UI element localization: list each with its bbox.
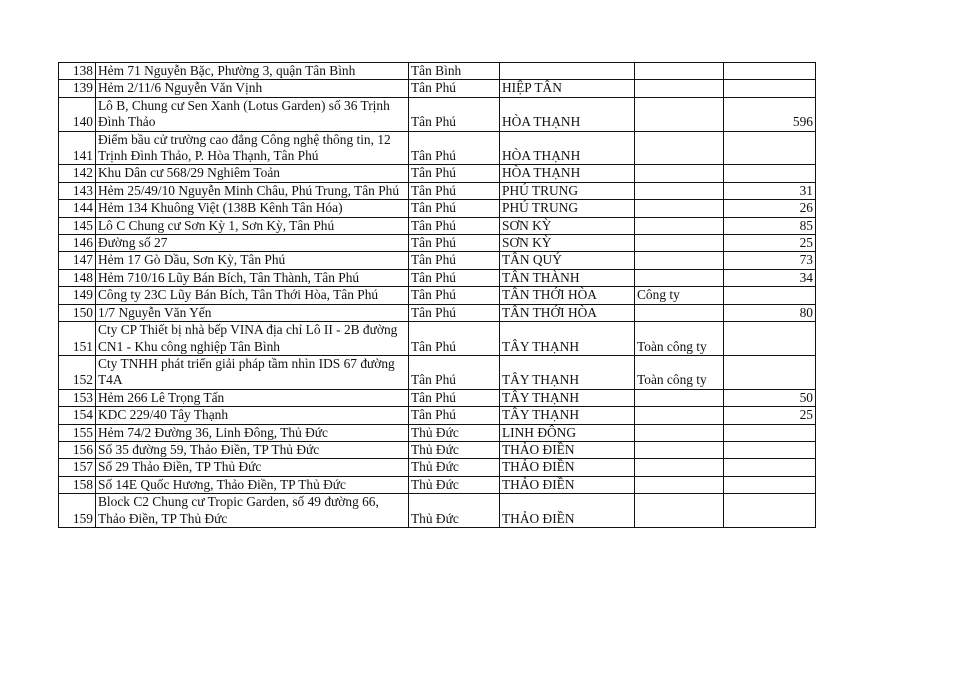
count-cell: 34 — [724, 269, 816, 286]
row-number: 142 — [59, 165, 96, 182]
table-row — [59, 63, 816, 80]
ward-cell: PHÚ TRUNG — [500, 200, 635, 217]
count-cell: 596 — [724, 97, 816, 131]
district-cell: Tân Phú — [409, 200, 500, 217]
ward-cell: TÂN THỚI HÒA — [500, 287, 635, 304]
ward-cell: PHÚ TRUNG — [500, 182, 635, 199]
count-cell — [724, 63, 816, 80]
address-cell: Hẻm 71 Nguyễn Bặc, Phường 3, quận Tân Bình — [96, 63, 409, 80]
note-cell — [635, 97, 724, 131]
note-cell — [635, 424, 724, 441]
address-cell: Công ty 23C Lũy Bán Bích, Tân Thới Hòa, Tân Phú — [96, 287, 409, 304]
note-cell — [635, 441, 724, 458]
count-cell — [724, 322, 816, 356]
address-cell: Hẻm 710/16 Lũy Bán Bích, Tân Thành, Tân Phú — [96, 269, 409, 286]
district-cell: Tân Phú — [409, 389, 500, 406]
row-number: 157 — [59, 459, 96, 476]
ward-cell: LINH ĐÔNG — [500, 424, 635, 441]
row-number: 155 — [59, 424, 96, 441]
district-cell: Thủ Đức — [409, 424, 500, 441]
row-number: 138 — [59, 63, 96, 80]
district-cell: Tân Phú — [409, 269, 500, 286]
ward-cell: TÂY THẠNH — [500, 407, 635, 424]
table-row — [59, 407, 816, 424]
count-cell: 85 — [724, 217, 816, 234]
ward-cell: HIỆP TÂN — [500, 80, 635, 97]
table-row — [59, 287, 816, 304]
district-cell: Thủ Đức — [409, 459, 500, 476]
district-cell: Tân Phú — [409, 182, 500, 199]
note-cell — [635, 494, 724, 528]
note-cell — [635, 80, 724, 97]
ward-cell: SƠN KỲ — [500, 235, 635, 252]
row-number: 158 — [59, 476, 96, 493]
district-cell: Tân Phú — [409, 80, 500, 97]
ward-cell: TÂY THẠNH — [500, 322, 635, 356]
ward-cell: TÂN THÀNH — [500, 269, 635, 286]
count-cell — [724, 441, 816, 458]
row-number: 159 — [59, 494, 96, 528]
table-row — [59, 165, 816, 182]
note-cell: Công ty — [635, 287, 724, 304]
district-cell: Thủ Đức — [409, 494, 500, 528]
ward-cell: TÂN THỚI HÒA — [500, 304, 635, 321]
table-row — [59, 424, 816, 441]
row-number: 148 — [59, 269, 96, 286]
note-cell — [635, 389, 724, 406]
count-cell — [724, 165, 816, 182]
ward-cell: TÂN QUÝ — [500, 252, 635, 269]
district-cell: Tân Phú — [409, 287, 500, 304]
address-cell: KDC 229/40 Tây Thạnh — [96, 407, 409, 424]
address-cell: Số 14E Quốc Hương, Thảo Điền, TP Thủ Đức — [96, 476, 409, 493]
row-number: 154 — [59, 407, 96, 424]
address-cell: Hẻm 17 Gò Dầu, Sơn Kỳ, Tân Phú — [96, 252, 409, 269]
district-cell: Tân Bình — [409, 63, 500, 80]
table-row — [59, 459, 816, 476]
row-number: 145 — [59, 217, 96, 234]
address-cell: Khu Dân cư 568/29 Nghiêm Toản — [96, 165, 409, 182]
table-row — [59, 494, 816, 528]
count-cell — [724, 131, 816, 165]
address-cell: Số 35 đường 59, Thảo Điền, TP Thủ Đức — [96, 441, 409, 458]
district-cell: Tân Phú — [409, 235, 500, 252]
table-row — [59, 217, 816, 234]
address-cell: Hẻm 74/2 Đường 36, Linh Đông, Thủ Đức — [96, 424, 409, 441]
table-row — [59, 389, 816, 406]
address-cell: 1/7 Nguyễn Văn Yến — [96, 304, 409, 321]
address-cell: Đường số 27 — [96, 235, 409, 252]
table-row — [59, 131, 816, 165]
row-number: 151 — [59, 322, 96, 356]
note-cell: Toàn công ty — [635, 322, 724, 356]
note-cell — [635, 235, 724, 252]
count-cell: 73 — [724, 252, 816, 269]
ward-cell: HÒA THẠNH — [500, 165, 635, 182]
row-number: 156 — [59, 441, 96, 458]
count-cell — [724, 476, 816, 493]
table-row — [59, 97, 816, 131]
note-cell — [635, 217, 724, 234]
note-cell — [635, 269, 724, 286]
district-cell: Tân Phú — [409, 355, 500, 389]
ward-cell: THẢO ĐIỀN — [500, 494, 635, 528]
row-number: 152 — [59, 355, 96, 389]
district-cell: Tân Phú — [409, 165, 500, 182]
table-row — [59, 182, 816, 199]
table-row — [59, 252, 816, 269]
district-cell: Tân Phú — [409, 407, 500, 424]
address-cell: Cty TNHH phát triển giải pháp tầm nhìn IDS 67 đường T4A — [96, 355, 409, 389]
address-cell: Cty CP Thiết bị nhà bếp VINA địa chỉ Lô II - 2B đường CN1 - Khu công nghiệp Tân Bình — [96, 322, 409, 356]
table-row — [59, 80, 816, 97]
ward-cell: THẢO ĐIỀN — [500, 441, 635, 458]
row-number: 153 — [59, 389, 96, 406]
district-cell: Thủ Đức — [409, 441, 500, 458]
district-cell: Tân Phú — [409, 131, 500, 165]
row-number: 144 — [59, 200, 96, 217]
count-cell: 25 — [724, 235, 816, 252]
address-cell: Hẻm 134 Khuông Việt (138B Kênh Tân Hóa) — [96, 200, 409, 217]
count-cell — [724, 287, 816, 304]
table-row — [59, 355, 816, 389]
table-row — [59, 269, 816, 286]
district-cell: Tân Phú — [409, 252, 500, 269]
district-cell: Thủ Đức — [409, 476, 500, 493]
note-cell — [635, 476, 724, 493]
address-cell: Lô B, Chung cư Sen Xanh (Lotus Garden) số 36 Trịnh Đình Thảo — [96, 97, 409, 131]
ward-cell: HÒA THẠNH — [500, 131, 635, 165]
ward-cell: HÒA THẠNH — [500, 97, 635, 131]
district-cell: Tân Phú — [409, 322, 500, 356]
table-row — [59, 322, 816, 356]
count-cell — [724, 355, 816, 389]
row-number: 141 — [59, 131, 96, 165]
count-cell: 80 — [724, 304, 816, 321]
row-number: 150 — [59, 304, 96, 321]
district-cell: Tân Phú — [409, 97, 500, 131]
address-cell: Hẻm 266 Lê Trọng Tấn — [96, 389, 409, 406]
address-cell: Hẻm 25/49/10 Nguyễn Minh Châu, Phú Trung, Tân Phú — [96, 182, 409, 199]
count-cell — [724, 424, 816, 441]
ward-cell: TÂY THẠNH — [500, 389, 635, 406]
count-cell: 25 — [724, 407, 816, 424]
note-cell: Toàn công ty — [635, 355, 724, 389]
note-cell — [635, 182, 724, 199]
table-body — [59, 63, 816, 528]
address-cell: Hẻm 2/11/6 Nguyễn Văn Vịnh — [96, 80, 409, 97]
note-cell — [635, 200, 724, 217]
count-cell: 50 — [724, 389, 816, 406]
row-number: 139 — [59, 80, 96, 97]
district-cell: Tân Phú — [409, 217, 500, 234]
ward-cell: THẢO ĐIỀN — [500, 476, 635, 493]
count-cell — [724, 494, 816, 528]
row-number: 146 — [59, 235, 96, 252]
address-cell: Block C2 Chung cư Tropic Garden, số 49 đường 66, Thảo Điền, TP Thủ Đức — [96, 494, 409, 528]
row-number: 147 — [59, 252, 96, 269]
row-number: 149 — [59, 287, 96, 304]
ward-cell: TÂY THẠNH — [500, 355, 635, 389]
note-cell — [635, 63, 724, 80]
address-cell: Điểm bầu cử trường cao đẳng Công nghệ thông tin, 12 Trịnh Đình Thảo, P. Hòa Thạnh, Tân Phú — [96, 131, 409, 165]
table-row — [59, 441, 816, 458]
row-number: 140 — [59, 97, 96, 131]
table-row — [59, 200, 816, 217]
district-cell: Tân Phú — [409, 304, 500, 321]
note-cell — [635, 304, 724, 321]
note-cell — [635, 165, 724, 182]
row-number: 143 — [59, 182, 96, 199]
count-cell — [724, 459, 816, 476]
locations-table — [58, 62, 816, 528]
note-cell — [635, 459, 724, 476]
table-row — [59, 476, 816, 493]
ward-cell: SƠN KỲ — [500, 217, 635, 234]
ward-cell: THẢO ĐIỀN — [500, 459, 635, 476]
count-cell: 31 — [724, 182, 816, 199]
count-cell — [724, 80, 816, 97]
note-cell — [635, 407, 724, 424]
note-cell — [635, 252, 724, 269]
note-cell — [635, 131, 724, 165]
ward-cell — [500, 63, 635, 80]
address-cell: Số 29 Thảo Điền, TP Thủ Đức — [96, 459, 409, 476]
address-cell: Lô C Chung cư Sơn Kỳ 1, Sơn Kỳ, Tân Phú — [96, 217, 409, 234]
count-cell: 26 — [724, 200, 816, 217]
table-row — [59, 304, 816, 321]
table-row — [59, 235, 816, 252]
